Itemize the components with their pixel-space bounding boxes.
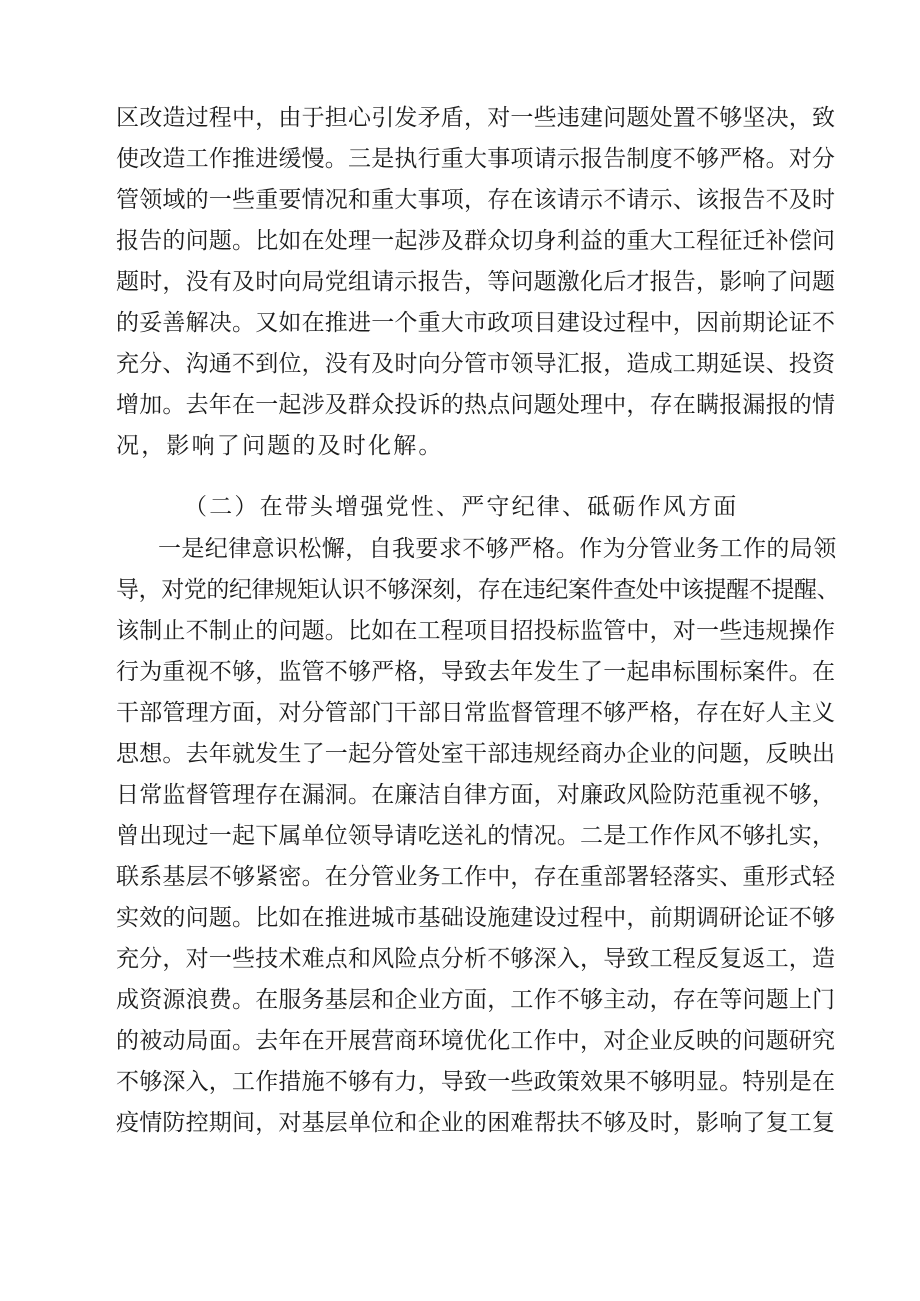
text-line: 该制止不制止的问题。比如在工程项目招投标监管中，对一些违规操作: [116, 618, 836, 644]
paragraph-first-line: 一是纪律意识松懈，自我要求不够严格。作为分管业务工作的局领: [158, 536, 837, 562]
text-line: 充分，对一些技术难点和风险点分析不够深入，导致工程反复返工，造: [116, 946, 836, 972]
text-line: 干部管理方面，对分管部门干部日常监督管理不够严格，存在好人主义: [116, 700, 836, 726]
text-line: 的妥善解决。又如在推进一个重大市政项目建设过程中，因前期论证不: [116, 310, 836, 336]
text-line: 曾出现过一起下属单位领导请吃送礼的情况。二是工作作风不够扎实，: [116, 823, 836, 849]
text-line: 实效的问题。比如在推进城市基础设施建设过程中，前期调研论证不够: [116, 905, 836, 931]
text-line: 联系基层不够紧密。在分管业务工作中，存在重部署轻落实、重形式轻: [116, 864, 836, 890]
text-line: 的被动局面。去年在开展营商环境优化工作中，对企业反映的问题研究: [116, 1028, 836, 1054]
text-line: 疫情防控期间，对基层单位和企业的困难帮扶不够及时，影响了复工复: [116, 1110, 836, 1136]
text-line: 日常监督管理存在漏洞。在廉洁自律方面，对廉政风险防范重视不够，: [116, 782, 836, 808]
text-line: 题时，没有及时向局党组请示报告，等问题激化后才报告，影响了问题: [116, 269, 836, 295]
text-line: 报告的问题。比如在处理一起涉及群众切身利益的重大工程征迁补偿问: [116, 228, 836, 254]
text-line: 管领域的一些重要情况和重大事项，存在该请示不请示、该报告不及时: [116, 187, 836, 213]
text-line: 不够深入，工作措施不够有力，导致一些政策效果不够明显。特别是在: [116, 1069, 836, 1095]
text-line: 增加。去年在一起涉及群众投诉的热点问题处理中，存在瞒报漏报的情: [116, 392, 836, 418]
text-line: 成资源浪费。在服务基层和企业方面，工作不够主动，存在等问题上门: [116, 987, 836, 1013]
text-line: 思想。去年就发生了一起分管处室干部违规经商办企业的问题，反映出: [116, 741, 836, 767]
text-line: 况，影响了问题的及时化解。: [116, 433, 444, 459]
text-line: 行为重视不够，监管不够严格，导致去年发生了一起串标围标案件。在: [116, 659, 836, 685]
text-line: 导，对党的纪律规矩认识不够深刻，存在违纪案件查处中该提醒不提醒、: [116, 577, 840, 603]
text-line: 区改造过程中，由于担心引发矛盾，对一些违建问题处置不够坚决，致: [116, 105, 836, 131]
section-heading: （二）在带头增强党性、严守纪律、砥砺作风方面: [184, 494, 739, 520]
text-line: 使改造工作推进缓慢。三是执行重大事项请示报告制度不够严格。对分: [116, 146, 836, 172]
text-line: 充分、沟通不到位，没有及时向分管市领导汇报，造成工期延误、投资: [116, 351, 836, 377]
